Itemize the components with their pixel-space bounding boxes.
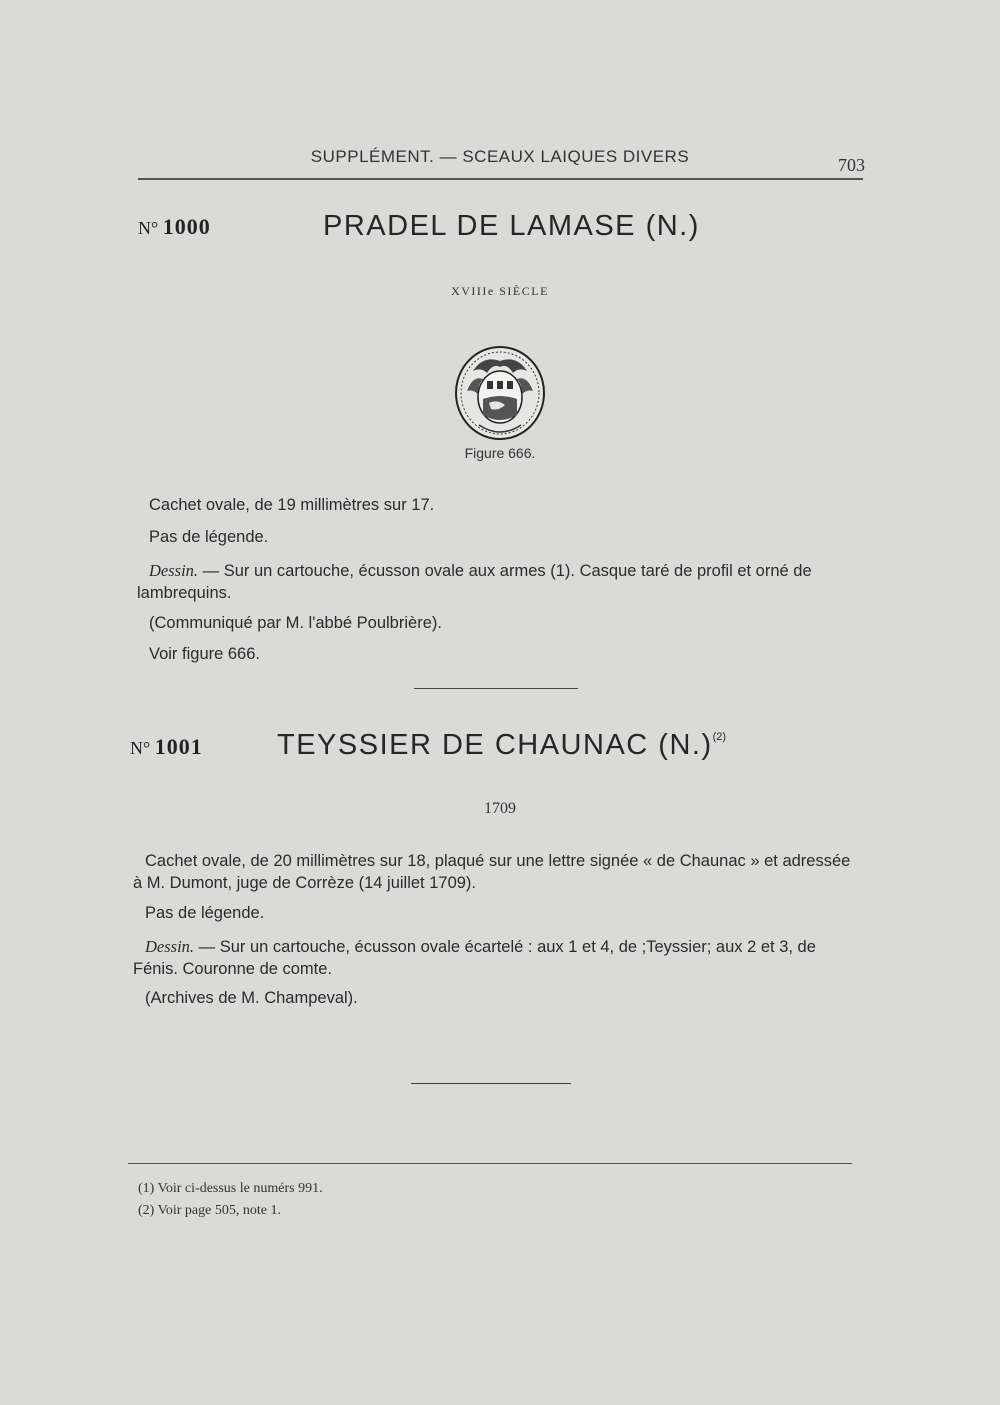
entry-number-prefix: N°	[138, 218, 159, 238]
page-number: 703	[838, 155, 865, 175]
dessin-text: — Sur un cartouche, écusson ovale écartelé : aux 1 et 4, de ;Teyssier; aux 2 et 3, de Fénis. Couronne de comte.	[133, 938, 816, 978]
paragraph-source: (Communiqué par M. l'abbé Poulbrière).	[149, 614, 442, 632]
figure-caption: Figure 666.	[464, 445, 536, 461]
footnote-1: (1) Voir ci-dessus le numérs 991.	[138, 1181, 323, 1196]
entry-number-1000	[138, 214, 211, 240]
entry-number-prefix: N°	[130, 738, 151, 758]
paragraph-dessin	[137, 560, 863, 604]
paragraph-seal-description: Cachet ovale, de 20 millimètres sur 18, plaqué sur une lettre signée « de Chaunac » et adressée à M. Dumont, juge de Corrèze (14 juillet 1709).	[133, 852, 851, 892]
paragraph-seal-description: Cachet ovale, de 19 millimètres sur 17.	[149, 496, 435, 514]
entry-number-1001	[130, 734, 203, 760]
paragraph-dessin	[133, 936, 863, 980]
paragraph-legend: Pas de légende.	[145, 904, 265, 922]
entry-number-value: 1001	[154, 734, 203, 759]
header-rule	[138, 178, 863, 180]
footnote-marker: (2)	[712, 731, 727, 743]
paragraph-legend: Pas de légende.	[149, 528, 269, 546]
entry-title-pradel: PRADEL DE LAMASE (N.)	[323, 210, 700, 242]
running-head: SUPPLÉMENT. — SCEAUX LAIQUES DIVERS	[310, 147, 690, 166]
dessin-text: — Sur un cartouche, écusson ovale aux armes (1). Casque taré de profil et orné de lambrequins.	[137, 562, 812, 602]
footnote-2: (2) Voir page 505, note 1.	[138, 1203, 281, 1218]
seal-figure-666-image	[453, 345, 547, 441]
dessin-label: Dessin.	[145, 937, 195, 956]
entry-title-text: TEYSSIER DE CHAUNAC (N.)	[277, 729, 713, 761]
paragraph-figure-reference: Voir figure 666.	[149, 645, 260, 663]
entry-date-1000: XVIIIe SIÈCLE	[451, 284, 549, 298]
entry-separator	[411, 1083, 571, 1084]
footnote-rule	[128, 1163, 852, 1164]
entry-separator	[414, 688, 578, 689]
dessin-label: Dessin.	[149, 561, 199, 580]
paragraph-source: (Archives de M. Champeval).	[145, 989, 358, 1007]
entry-date-1001: 1709	[484, 800, 516, 817]
entry-title-teyssier	[277, 729, 726, 762]
entry-number-value: 1000	[162, 214, 211, 239]
